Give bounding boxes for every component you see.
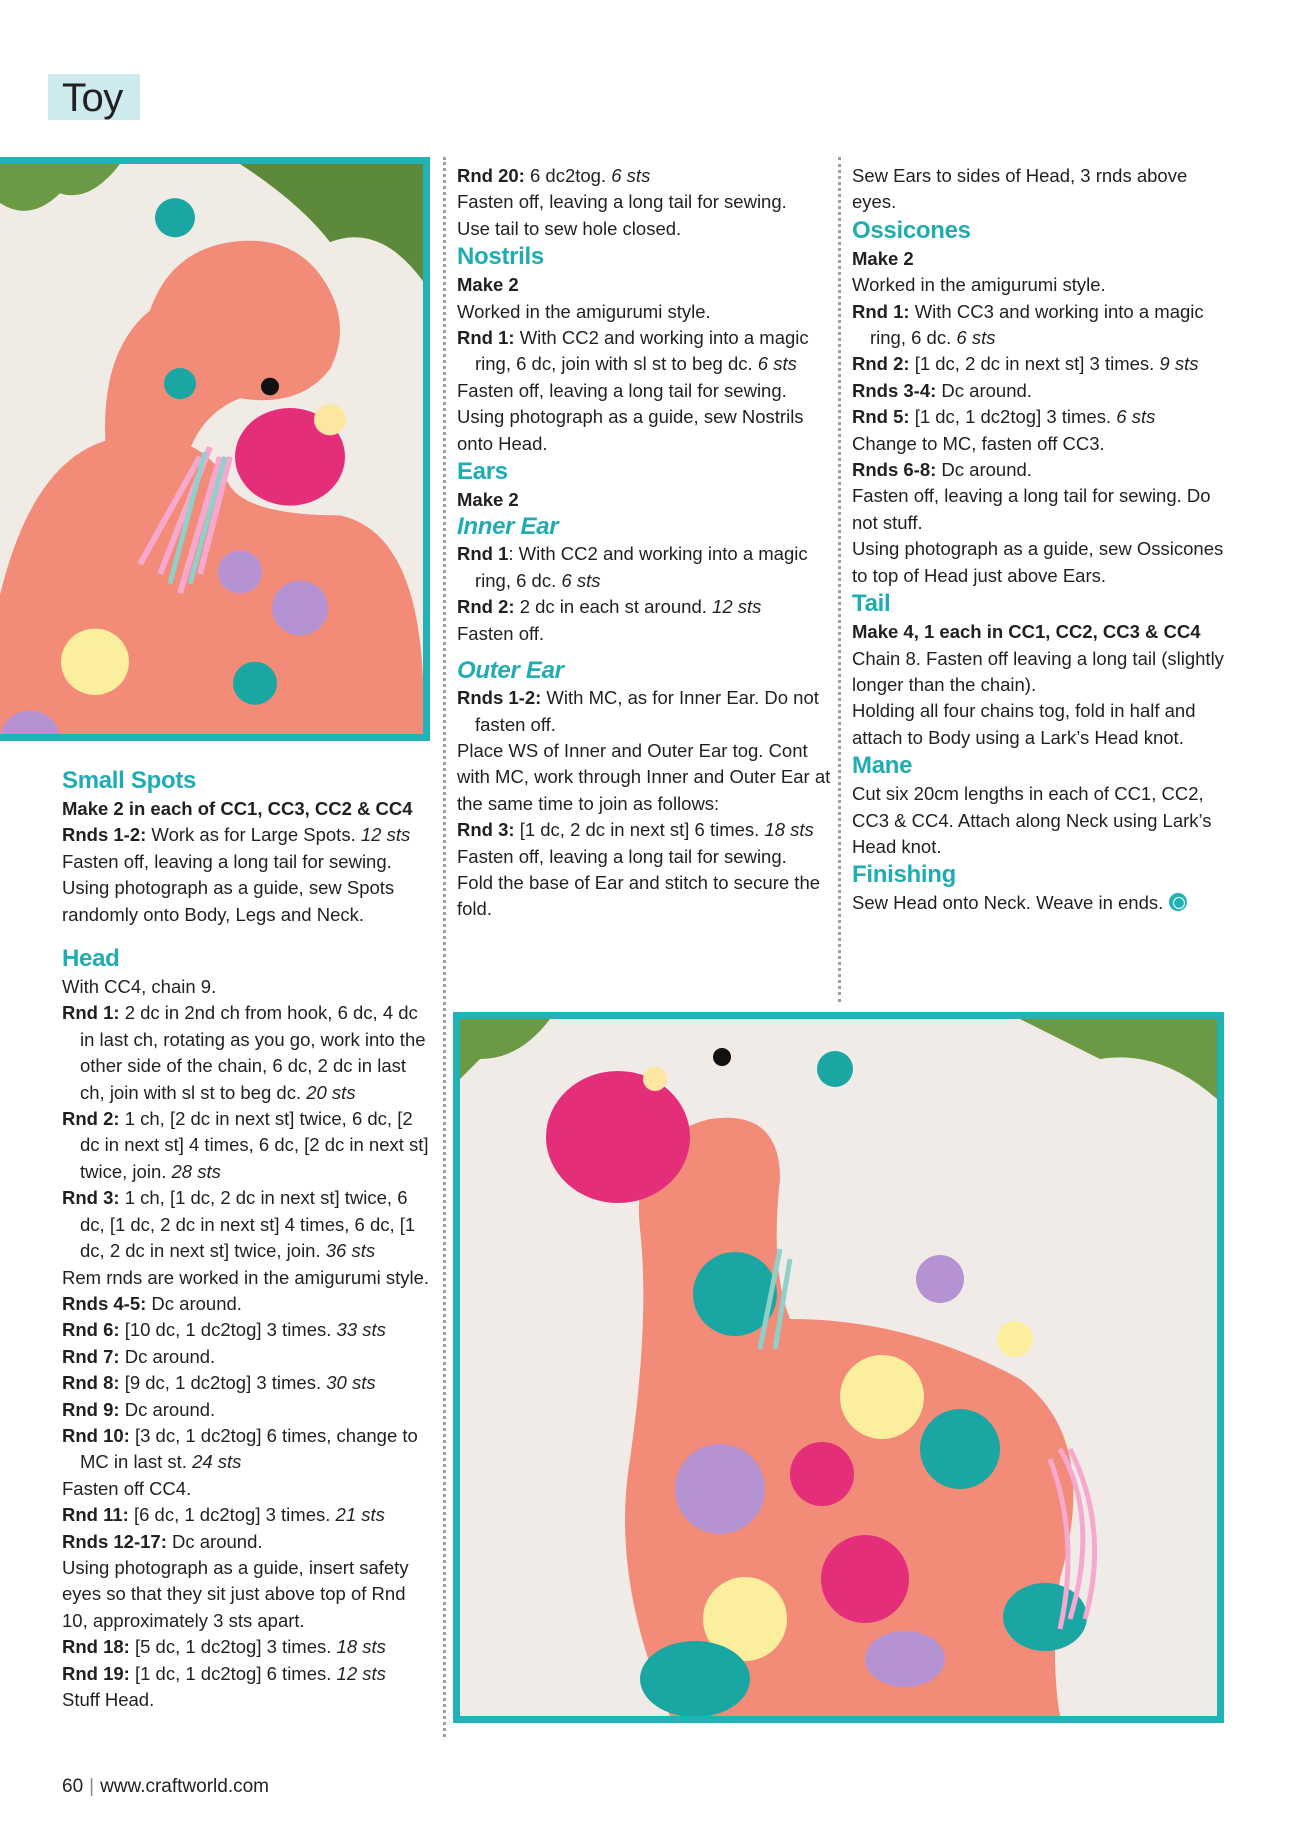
head-round-3: Rnd 3: 1 ch, [1 dc, 2 dc in next st] twice, 6 dc, [1 dc, 2 dc in next st] 4 times, 6 dc, [1 dc, 2 dc in next st] twice, join. 36 sts (62, 1187, 416, 1262)
yarn-ball-end-icon (1169, 893, 1187, 911)
head-round-9: Rnd 9: Dc around. (62, 1398, 216, 1420)
head-close: Use tail to sew hole closed. (457, 217, 682, 239)
finishing-text: Sew Head onto Neck. Weave in ends. (852, 890, 1232, 916)
outer-ear-place: Place WS of Inner and Outer Ear tog. Cont with MC, work through Inner and Outer Ear at the same time to join as follows: (457, 739, 831, 814)
head-eyes: Using photograph as a guide, insert safety eyes so that they sit just above top of Rnd 10, approximately 3 sts apart. (62, 1556, 409, 1631)
tail-heading: Tail (852, 590, 891, 618)
mane-text: Cut six 20cm lengths in each of CC1, CC2, CC3 & CC4. Attach along Neck using Lark’s Head knot. (852, 783, 1212, 857)
ossicones-fasten: Fasten off, leaving a long tail for sewing. Do not stuff. (852, 485, 1211, 533)
section-tab (48, 74, 140, 120)
finishing-heading: Finishing (852, 861, 956, 889)
giraffe-closeup-photo (0, 157, 430, 741)
small-spots-sew: Using photograph as a guide, sew Spots randomly onto Body, Legs and Neck. (62, 877, 395, 925)
inner-ear-round-2: Rnd 2: 2 dc in each st around. 12 sts (457, 596, 762, 618)
ossicones-round-6-8: Rnds 6-8: Dc around. (852, 459, 1032, 481)
nostrils-round-1: Rnd 1: With CC2 and working into a magic ring, 6 dc, join with sl st to beg dc. 6 sts (457, 327, 809, 375)
giraffe-full-illustration (460, 1019, 1217, 1716)
outer-ear-fasten: Fasten off, leaving a long tail for sewing. (457, 845, 787, 867)
tail-chain: Chain 8. Fasten off leaving a long tail (slightly longer than the chain). (852, 647, 1224, 695)
head-round-10: Rnd 10: [3 dc, 1 dc2tog] 6 times, change to MC in last st. 24 sts (62, 1424, 418, 1473)
inner-ear-fasten: Fasten off. (457, 622, 545, 644)
ears-sew: Sew Ears to sides of Head, 3 rnds above eyes. (852, 165, 1188, 213)
head-note: Rem rnds are worked in the amigurumi style. (62, 1266, 430, 1288)
outer-ear-heading: Outer Ear (457, 657, 564, 685)
mane-heading: Mane (852, 752, 913, 780)
outer-ear-round-3: Rnd 3: [1 dc, 2 dc in next st] 6 times. 18 sts (457, 819, 814, 841)
nostrils-make: Make 2 (457, 274, 519, 296)
nostrils-style: Worked in the amigurumi style. (457, 300, 711, 322)
outer-ear-round-1-2: Rnds 1-2: With MC, as for Inner Ear. Do not fasten off. (457, 687, 819, 735)
head-round-11: Rnd 11: [6 dc, 1 dc2tog] 3 times. 21 sts (62, 1504, 385, 1526)
head-fasten-tail: Fasten off, leaving a long tail for sewing. (457, 191, 787, 213)
column-divider-left (443, 157, 446, 1737)
head-round-4-5: Rnds 4-5: Dc around. (62, 1292, 242, 1314)
nostrils-heading: Nostrils (457, 243, 544, 271)
inner-ear-round-1: Rnd 1: With CC2 and working into a magic ring, 6 dc. 6 sts (457, 543, 808, 591)
head-round-1: Rnd 1: 2 dc in 2nd ch from hook, 6 dc, 4 dc in last ch, rotating as you go, work into the other side of the chain, 6 dc, 2 dc in last ch, join with sl st to beg dc. 20 sts (62, 1002, 426, 1103)
head-fasten-cc4: Fasten off CC4. (62, 1477, 192, 1499)
head-round-2: Rnd 2: 1 ch, [2 dc in next st] twice, 6 dc, [2 dc in next st] 4 times, 6 dc, [2 dc in next st] twice, join. 28 sts (62, 1108, 429, 1182)
tail-attach: Holding all four chains tog, fold in half and attach to Body using a Lark’s Head knot. (852, 700, 1196, 748)
head-round-20: Rnd 20: 6 dc2tog. 6 sts (457, 165, 651, 186)
footer-url[interactable]: www.craftworld.com (100, 1776, 269, 1797)
head-round-8: Rnd 8: [9 dc, 1 dc2tog] 3 times. 30 sts (62, 1372, 376, 1394)
ossicones-sew: Using photograph as a guide, sew Ossicones to top of Head just above Ears. (852, 538, 1224, 586)
ossicones-change: Change to MC, fasten off CC3. (852, 432, 1105, 454)
ossicones-heading: Ossicones (852, 216, 971, 244)
ossicones-round-1: Rnd 1: With CC3 and working into a magic ring, 6 dc. 6 sts (852, 300, 1204, 349)
head-round-18: Rnd 18: [5 dc, 1 dc2tog] 3 times. 18 sts (62, 1636, 386, 1658)
small-spots-heading: Small Spots (62, 767, 197, 794)
left-column (62, 766, 434, 1713)
ears-heading: Ears (457, 458, 508, 486)
ossicones-make: Make 2 (852, 247, 914, 269)
column-divider-right (838, 157, 841, 1002)
ossicones-round-2: Rnd 2: [1 dc, 2 dc in next st] 3 times. 9 sts (852, 353, 1199, 375)
head-stuff: Stuff Head. (62, 1689, 155, 1710)
head-round-12-17: Rnds 12-17: Dc around. (62, 1530, 263, 1552)
giraffe-closeup-illustration (0, 164, 423, 734)
head-heading: Head (62, 945, 120, 973)
ossicones-round-3-4: Rnds 3-4: Dc around. (852, 379, 1032, 401)
nostrils-sew: Using photograph as a guide, sew Nostrils onto Head. (457, 406, 804, 454)
head-round-7: Rnd 7: Dc around. (62, 1345, 216, 1367)
head-round-6: Rnd 6: [10 dc, 1 dc2tog] 3 times. 33 sts (62, 1319, 386, 1341)
ossicones-style: Worked in the amigurumi style. (852, 274, 1106, 296)
giraffe-full-photo (453, 1012, 1224, 1723)
tail-make: Make 4, 1 each in CC1, CC2, CC3 & CC4 (852, 621, 1201, 643)
head-round-19: Rnd 19: [1 dc, 1 dc2tog] 6 times. 12 sts (62, 1662, 386, 1684)
page-footer: 60 | www.craftworld.com (62, 1776, 269, 1797)
small-spots-fasten: Fasten off, leaving a long tail for sewing. (62, 850, 392, 872)
middle-column (457, 163, 831, 923)
section-title: Toy (62, 76, 123, 120)
head-intro: With CC4, chain 9. (62, 976, 217, 998)
inner-ear-heading: Inner Ear (457, 513, 559, 541)
outer-ear-fold: Fold the base of Ear and stitch to secure the fold. (457, 871, 821, 920)
ossicones-round-5: Rnd 5: [1 dc, 1 dc2tog] 3 times. 6 sts (852, 406, 1156, 428)
right-column (852, 163, 1232, 917)
ears-make: Make 2 (457, 489, 519, 511)
small-spots-make: Make 2 in each of CC1, CC3, CC2 & CC4 (62, 798, 413, 819)
nostrils-fasten: Fasten off, leaving a long tail for sewing. (457, 379, 787, 401)
page-number: 60 (62, 1776, 84, 1797)
small-spots-round: Rnds 1-2: Work as for Large Spots. 12 sts (62, 824, 411, 846)
